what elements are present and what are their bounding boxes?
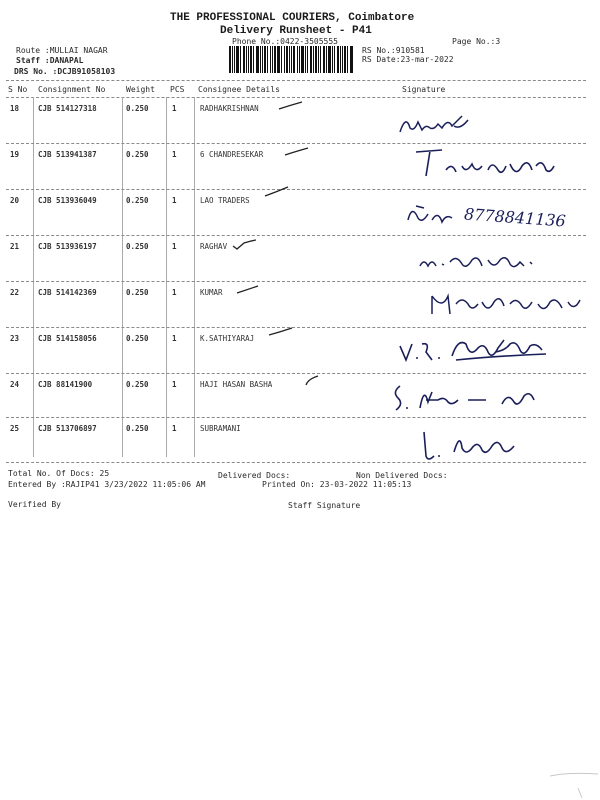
barcode-bar [246,46,247,73]
signature-row-22 [428,290,588,320]
cell-consignee: LAO TRADERS [200,196,250,205]
barcode-bar [328,46,331,73]
barcode-bar [305,46,306,73]
cell-pcs: 1 [172,196,177,205]
barcode-bar [270,46,271,73]
cell-consignee: K.SATHIYARAJ [200,334,255,343]
cell-sno: 20 [10,196,20,205]
table-top-rule [6,80,586,81]
signature-row-25 [418,426,538,466]
barcode-bar [293,46,295,73]
rs-number: RS No.:910581 [362,46,425,55]
barcode-bar [320,46,321,73]
cell-consignment: CJB 514158056 [38,334,97,343]
barcode-bar [272,46,273,73]
barcode-bar [248,46,249,73]
cell-consignee: RAGHAV [200,242,228,251]
barcode-bar [274,46,276,73]
barcode-bar [318,46,319,73]
handwritten-phone-number: 8778841136 [463,204,567,231]
barcode-bar [326,46,327,73]
col-header-pcs: PCS [170,85,185,94]
non-delivered-docs: Non Delivered Docs: [356,471,448,480]
cell-consignment: CJB 513706897 [38,424,97,433]
page-number: Page No.:3 [452,37,501,46]
delivered-docs: Delivered Docs: [218,471,291,480]
cell-pcs: 1 [172,334,177,343]
barcode-bar [289,46,290,73]
barcode-bar [334,46,335,73]
barcode-bar [243,46,245,73]
col-header-consignment: Consignment No [38,85,106,94]
cell-pcs: 1 [172,104,177,113]
col-header-consignee: Consignee Details [198,85,280,94]
barcode-bar [253,46,254,73]
cell-consignee: KUMAR [200,288,223,297]
barcode-bar [250,46,252,73]
cell-consignee: SUBRAMANI [200,424,241,433]
cell-consignment: CJB 514142369 [38,288,97,297]
tick-mark-icon [278,100,304,112]
barcode-bar [310,46,312,73]
barcode-bar [262,46,263,73]
staff-label: Staff : [16,56,50,65]
barcode-bar [264,46,266,73]
cell-sno: 18 [10,104,20,113]
barcode-bar [342,46,343,73]
route-field: Route :MULLAI NAGAR [16,46,108,55]
phone-number: Phone No.:0422-3505555 [232,37,338,46]
runsheet-title: Delivery Runsheet - P41 [220,25,372,37]
cell-sno: 21 [10,242,20,251]
cell-consignee: HAJI HASAN BASHA [200,380,273,389]
cell-sno: 24 [10,380,20,389]
barcode-bar [347,46,348,73]
cell-consignee: 6 CHANDRESEKAR [200,150,264,159]
cell-consignee: RADHAKRISHNAN [200,104,259,113]
barcode-bar [260,46,261,73]
barcode-bar [340,46,341,73]
col-header-signature: Signature [402,85,446,94]
cell-pcs: 1 [172,424,177,433]
cell-consignment: CJB 513941387 [38,150,97,159]
signature-row-23 [396,334,558,370]
barcode-bar [234,46,235,73]
verified-by-label: Verified By [8,500,61,509]
scan-mark [548,768,600,800]
barcode-bar [256,46,259,73]
signature-row-19 [412,144,562,186]
barcode-bar [350,46,353,73]
signature-row-20 [404,200,464,230]
cell-weight: 0.250 [126,104,149,113]
tick-mark-icon [236,284,260,296]
cell-weight: 0.250 [126,150,149,159]
barcode-bar [240,46,241,73]
cell-consignment: CJB 514127318 [38,104,97,113]
barcode-bar [301,46,304,73]
barcode-bar [291,46,292,73]
cell-pcs: 1 [172,242,177,251]
cell-sno: 23 [10,334,20,343]
cell-consignment: CJB 513936197 [38,242,97,251]
barcode-bar [284,46,285,73]
tick-mark-icon [268,326,294,338]
company-title: THE PROFESSIONAL COURIERS, Coimbatore [170,12,415,24]
staff-field [16,56,83,65]
tick-mark-icon [232,238,258,252]
cell-consignment: CJB 513936049 [38,196,97,205]
tick-mark-icon [264,186,290,198]
staff-signature-label: Staff Signature [288,501,361,510]
signature-row-18 [396,108,486,138]
cell-sno: 19 [10,150,20,159]
signature-row-24 [388,378,548,418]
staff-name: DANAPAL [49,56,84,65]
barcode-bar [299,46,300,73]
barcode-bar [344,46,346,73]
barcode-bar [236,46,239,73]
rs-date: RS Date:23-mar-2022 [362,55,454,64]
cell-weight: 0.250 [126,380,149,389]
drs-number: DRS No. :DCJB91058103 [14,67,116,76]
barcode-bar [277,46,280,73]
cell-sno: 22 [10,288,20,297]
col-header-sno: S No [8,85,28,94]
cell-pcs: 1 [172,288,177,297]
total-docs: Total No. Of Docs: 25 [8,469,110,478]
col-header-weight: Weight [126,85,155,94]
cell-weight: 0.250 [126,288,149,297]
cell-pcs: 1 [172,150,177,159]
barcode-bar [229,46,231,73]
barcode-bar [297,46,298,73]
cell-weight: 0.250 [126,242,149,251]
tick-mark-icon [284,146,310,158]
cell-sno: 25 [10,424,20,433]
cell-pcs: 1 [172,380,177,389]
entered-by: Entered By :RAJIP41 3/23/2022 11:05:06 AM [8,480,206,489]
barcode-bar [286,46,288,73]
cell-weight: 0.250 [126,196,149,205]
barcode-bar [313,46,314,73]
barcode-bar [315,46,317,73]
signature-row-21 [416,248,546,274]
barcode-bar [232,46,233,73]
barcode [229,46,359,73]
barcode-bar [337,46,339,73]
barcode-bar [323,46,325,73]
cell-consignment: CJB 88141900 [38,380,93,389]
cell-weight: 0.250 [126,334,149,343]
printed-on: Printed On: 23-03-2022 11:05:13 [262,480,412,489]
barcode-bar [267,46,268,73]
barcode-bar [281,46,282,73]
barcode-bar [307,46,308,73]
cell-weight: 0.250 [126,424,149,433]
barcode-bar [332,46,333,73]
tick-mark-icon [304,374,320,388]
